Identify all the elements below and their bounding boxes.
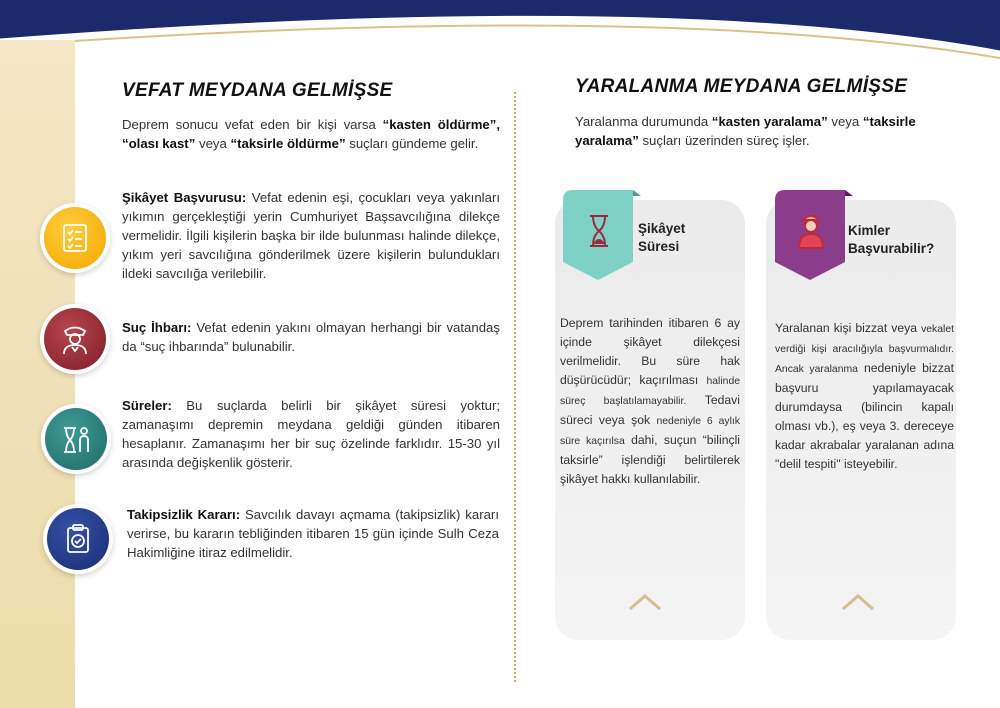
item-label: Süreler:	[122, 398, 172, 413]
emphasis-text: halinde süreç başlatılamayabilir.	[560, 376, 740, 407]
emphasis-text: “kasten öldürme”, “olası kast”	[122, 117, 501, 151]
emphasis-text: “kasten yaralama”	[711, 114, 828, 129]
text-segment: suçları üzerinden süreç işler.	[638, 132, 810, 148]
text-segment: Deprem sonucu vefat eden bir kişi varsa	[122, 117, 383, 132]
left-section-title: VEFAT MEYDANA GELMİŞSE	[122, 80, 393, 101]
item-text: Vefat edenin eşi, çocukları veya yakınları yıkımın gerçekleştiği yerin Cumhuriyet Başsavcılığına dilekçe vermelidir. İlgili kişilerin başka bir ilde bulunması halinde dilekçe, yıkım yeri savcılığına gönderilmek üzere kişilerin bulundukları ildeki savcılığa verilebilir.	[122, 190, 501, 281]
card-body	[560, 314, 740, 489]
text-segment: veya	[827, 114, 863, 129]
text-segment: nedeniyle bizzat başvuru yapılamayacak durumdaysa (bilincin kapalı olması vb.), eş veya 3. dereceye kadar akrabalar yaralanan adına "delil tespiti" isteyebilir.	[775, 361, 954, 471]
item-label: Şikâyet Başvurusu:	[122, 190, 247, 205]
item-sikayet-basvurusu	[122, 188, 500, 283]
card-title: Şikâyet Süresi	[638, 221, 686, 254]
chevron-up-icon	[627, 592, 663, 612]
emphasis-text: “taksirle öldürme”	[230, 135, 346, 151]
item-sureler	[122, 396, 500, 472]
police-officer-icon	[44, 308, 106, 370]
card-body	[775, 319, 954, 474]
text-segment: Yaralanan kişi bizzat veya	[775, 321, 922, 335]
item-text: Vefat edenin yakını olmayan herhangi bir vatandaş da “suç ihbarında” bulunabilir.	[122, 320, 500, 354]
text-segment: suçları gündeme gelir.	[345, 135, 479, 151]
chevron-up-icon	[840, 592, 876, 612]
item-label: Takipsizlik Kararı:	[127, 507, 241, 522]
right-section-title: YARALANMA MEYDANA GELMİŞSE	[575, 76, 908, 97]
item-takipsizlik	[127, 505, 499, 562]
header-wave	[0, 0, 1000, 70]
card-ribbon	[563, 190, 641, 280]
text-segment: veya	[195, 135, 231, 151]
clipboard-check-icon	[47, 508, 109, 570]
item-text: Bu suçlarda belirli bir şikâyet süresi yoktur; zamanaşımı depremin meydana geldiği günden itibaren hesaplanır. Zamanaşımı her bir suç özelinde farklıdır. 15-30 yıl arasında değişkenlik gösterir.	[122, 398, 500, 470]
hourglass-person-icon	[45, 408, 107, 470]
emphasis-text: nedeniyle 6 aylık süre kaçırılsa	[560, 416, 740, 447]
emphasis-text: vekalet verdiği kişi aracılığıyla başvurmalıdır. Ancak yaralanma	[775, 324, 954, 375]
left-decor-strip	[0, 40, 75, 708]
item-text: Savcılık davayı açmama (takipsizlik) kararı verirse, bu kararın tebliğinden itibaren 15 gün içinde Sulh Ceza Hakimliğine itiraz edilmelidir.	[127, 507, 499, 560]
item-suc-ihbari	[122, 318, 500, 356]
text-segment: dahi, suçun “bilinçli taksirle” işlendiği belirtilerek şikâyet hakkı kullanılabilir.	[560, 433, 740, 486]
text-segment: Tedavi süreci veya şok	[560, 393, 740, 427]
column-divider	[514, 92, 516, 682]
card-ribbon	[775, 190, 853, 280]
checklist-icon	[44, 207, 106, 269]
item-label: Suç İhbarı:	[122, 320, 192, 335]
text-segment: Deprem tarihinden itibaren 6 ay içinde şikâyet dilekçesi verilmelidir. Bu süre hak düşürücüdür; kaçırılması	[560, 316, 740, 387]
text-segment: Yaralanma durumunda	[575, 114, 712, 129]
card-title: Kimler Başvurabilir?	[848, 223, 935, 256]
right-intro	[575, 113, 925, 150]
left-intro	[122, 116, 500, 153]
emphasis-text: “taksirle yaralama”	[575, 114, 916, 148]
